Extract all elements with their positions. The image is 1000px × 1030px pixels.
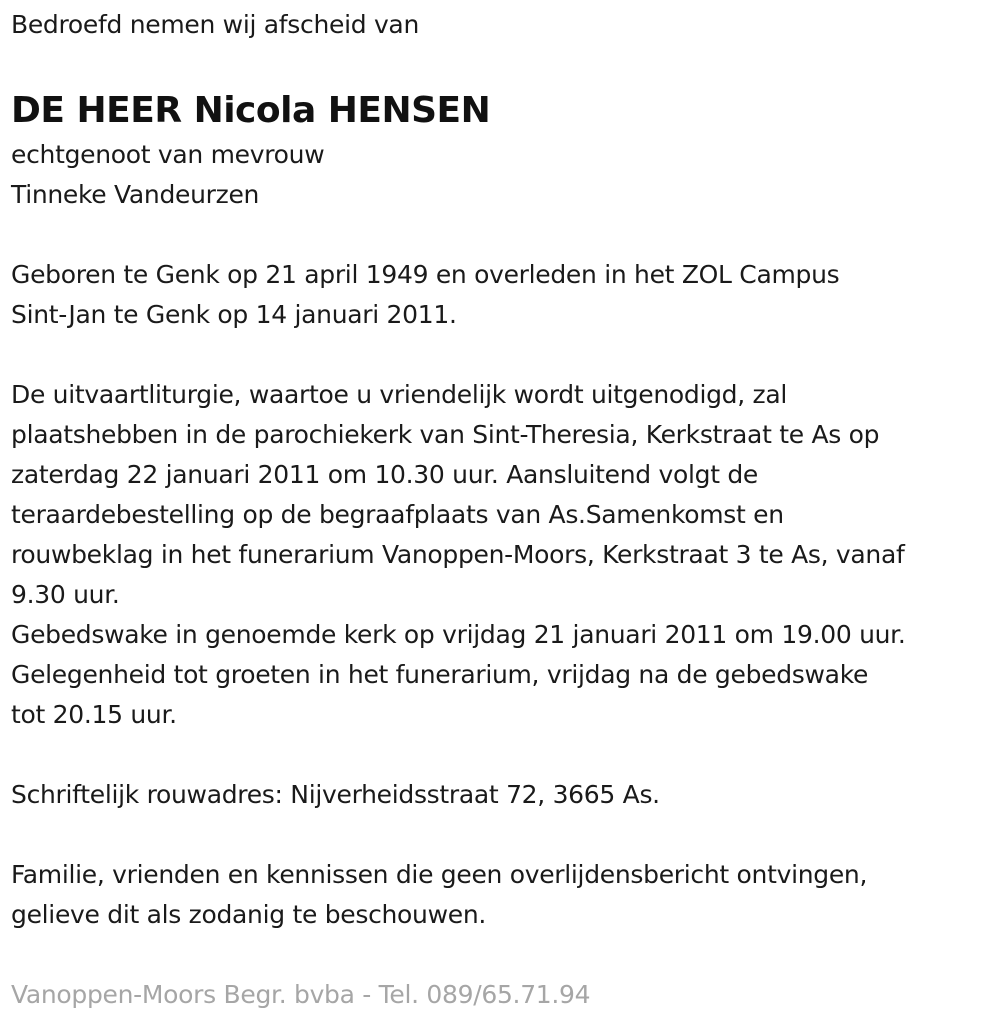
paragraph-line: tot 20.15 uur.: [11, 700, 177, 729]
mourning-address: Schriftelijk rouwadres: Nijverheidsstraat 72, 3665 As.: [11, 780, 660, 809]
spouse-line-1: echtgenoot van mevrouw: [11, 140, 325, 169]
paragraph-line: plaatshebben in de parochiekerk van Sint-Theresia, Kerkstraat te As op: [11, 420, 880, 449]
paragraph-line: Gelegenheid tot groeten in het funerarium, vrijdag na de gebedswake: [11, 660, 869, 689]
funeral-home-footer: Vanoppen-Moors Begr. bvba - Tel. 089/65.71.94: [11, 980, 591, 1009]
paragraph-line: rouwbeklag in het funerarium Vanoppen-Moors, Kerkstraat 3 te As, vanaf: [11, 540, 905, 569]
paragraph-line: Geboren te Genk op 21 april 1949 en overleden in het ZOL Campus: [11, 260, 840, 289]
paragraph-line: 9.30 uur.: [11, 580, 120, 609]
paragraph-line: De uitvaartliturgie, waartoe u vriendelijk wordt uitgenodigd, zal: [11, 380, 788, 409]
intro-text: Bedroefd nemen wij afscheid van: [11, 10, 419, 39]
paragraph-line: zaterdag 22 januari 2011 om 10.30 uur. Aansluitend volgt de: [11, 460, 758, 489]
obituary-notice: [11, 0, 996, 1015]
funeral-paragraph: [11, 375, 996, 735]
spouse-line-2: Tinneke Vandeurzen: [11, 180, 260, 209]
paragraph-line: teraardebestelling op de begraafplaats van As.Samenkomst en: [11, 500, 784, 529]
paragraph-line: gelieve dit als zodanig te beschouwen.: [11, 900, 487, 929]
paragraph-line: Gebedswake in genoemde kerk op vrijdag 21 januari 2011 om 19.00 uur.: [11, 620, 906, 649]
paragraph-line: Familie, vrienden en kennissen die geen overlijdensbericht ontvingen,: [11, 860, 868, 889]
closing-paragraph: [11, 855, 996, 935]
paragraph-line: Sint-Jan te Genk op 14 januari 2011.: [11, 300, 457, 329]
birth-death-paragraph: [11, 255, 996, 335]
deceased-name: DE HEER Nicola HENSEN: [11, 90, 491, 131]
